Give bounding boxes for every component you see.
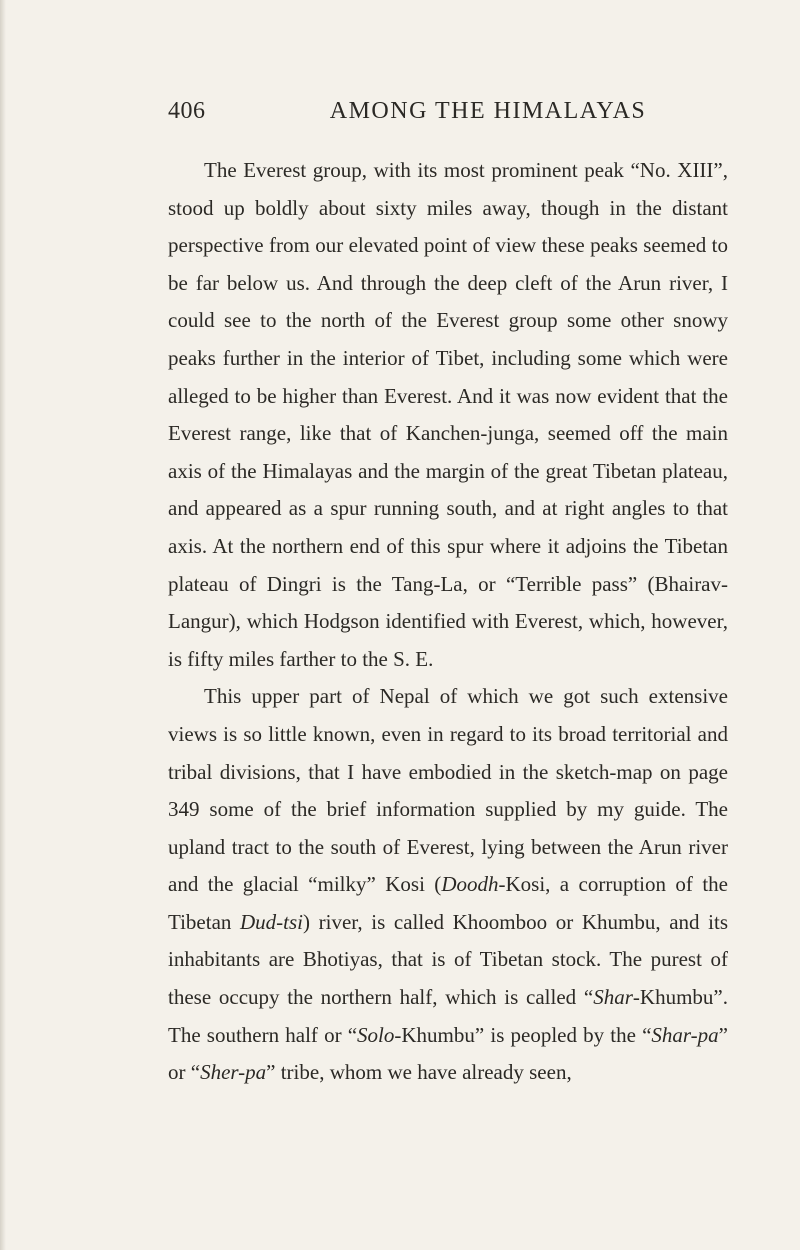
text-segment: ) river, is called Khoomboo or Khumbu, and its inhabitants are Bhotiyas, that is of Tibetan stock. The purest of these occupy the northern half, which is called “ bbox=[168, 909, 728, 1010]
paragraph bbox=[168, 152, 728, 678]
text-segment: ” tribe, whom we have already seen, bbox=[266, 1060, 572, 1085]
body-text bbox=[168, 152, 728, 1092]
text-segment-italic: Doodh bbox=[441, 872, 499, 897]
running-head: AMONG THE HIMALAYAS bbox=[329, 98, 647, 124]
text-segment-italic: Solo bbox=[357, 1022, 395, 1047]
page-header bbox=[168, 98, 728, 138]
text-segment: -Khumbu”. The southern half or “ bbox=[168, 985, 728, 1047]
text-segment-italic: Shar-pa bbox=[651, 1022, 719, 1047]
text-segment: The Everest group, with its most prominent peak “No. XIII”, stood up boldly about sixty miles away, though in the distant perspective from our elevated point of view these peaks seemed to be far below us. And through the deep cleft of the Arun river, I could see to the north of the Everest group some other snowy peaks further in the interior of Tibet, including some which were alleged to be higher than Everest. And it was now evident that the Everest range, like that of Kanchen-junga, seemed off the main axis of the Himalayas and the margin of the great Tibetan plateau, and appeared as a spur running south, and at right angles to that axis. At the northern end of this spur where it adjoins the Tibetan plateau of Dingri is the Tang-La, or “Terrible pass” (Bhairav-Langur), which Hodgson identified with Everest, which, however, is fifty miles farther to the S. E. bbox=[168, 158, 728, 671]
text-segment-italic: Dud-tsi bbox=[240, 909, 304, 934]
text-segment-italic: Sher-pa bbox=[200, 1060, 267, 1085]
paragraph bbox=[168, 678, 728, 1092]
text-segment: -Kosi, a corruption of the Tibetan bbox=[168, 872, 728, 934]
text-segment-italic: Shar bbox=[593, 985, 633, 1010]
page-edge-shadow bbox=[0, 0, 6, 1250]
page-number: 406 bbox=[168, 98, 206, 124]
text-segment: ” or “ bbox=[168, 1022, 728, 1085]
text-segment: This upper part of Nepal of which we got such extensive views is so little known, even in regard to its broad territorial and tribal divisions, that I have embodied in the sketch-map on page 349 some of the brief information supplied by my guide. The upland tract to the south of Everest, lying between the Arun river and the glacial “milky” Kosi ( bbox=[168, 684, 728, 897]
text-segment: -Khumbu” is peopled by the “ bbox=[394, 1022, 652, 1047]
